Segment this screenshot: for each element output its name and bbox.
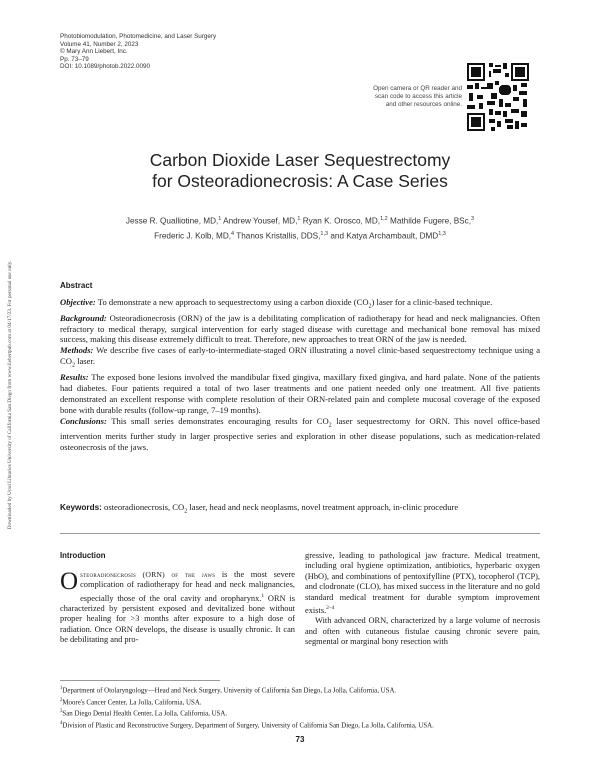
keywords-text: laser, head and neck neoplasms, novel treatment approach, in-clinic procedure: [189, 502, 459, 512]
author: Andrew Yousef, MD,: [223, 216, 298, 226]
abstract-objective: [60, 297, 540, 313]
section-label: Methods:: [60, 345, 94, 356]
abstract-text: laser.: [77, 356, 96, 367]
paragraph: With advanced ORN, characterized by a large volume of necrosis and often with cutaneous fistulae causing chronic severe pain, segmental or marginal bony resection with: [305, 616, 540, 647]
journal-pages: Pp. 73–79: [60, 55, 89, 63]
affiliations: [60, 684, 540, 731]
body-text: gressive, leading to pathological jaw fracture. Medical treatment, including oral hygiene optimization, antibiotics, hyperbaric oxygen (HbO), and combinations of pentoxifylline (PTX), tocopherol (TCP), and clodronate (CLO), has mixed success in the literature and no gold standard medical treatment for durable symptom improvement exists.: [305, 551, 540, 615]
footnote-divider: [60, 680, 220, 681]
subscript: 2: [328, 422, 332, 429]
abstract-text: laser sequestrectomy for ORN. This novel office-based intervention merits further study in larger prospective series and exploration in other disease populations, such as medication-related osteonecrosis of the jaws.: [60, 415, 540, 453]
abstract-text: The exposed bone lesions involved the mandibular fixed gingiva, maxillary fixed gingiva, and hard palate. None of the patients had diabetes. Four patients required a total of two laser treatments and one patient needed only one treatment. All five patients demonstrated an excellent response with complete resolution of their ORN-related pain and complete mucosal coverage of the exposed bone with durable results (follow-up range, 7–19 months).: [60, 371, 541, 415]
abstract-conclusions: [60, 416, 540, 453]
author: Mathilde Fugere, BSc,: [390, 216, 472, 226]
section-label: Background:: [60, 312, 107, 323]
page-number: 73: [295, 735, 305, 744]
title-line: for Osteoradionecrosis: A Case Series: [152, 171, 448, 191]
author-line: [70, 228, 530, 243]
affiliation-marker: 1,3: [320, 230, 329, 237]
affiliation: [60, 684, 540, 696]
qr-caption: [330, 85, 462, 109]
keywords-text: osteoradionecrosis, CO: [104, 502, 185, 512]
section-label: Objective:: [60, 297, 96, 307]
intro-text-continued: [305, 551, 540, 647]
lead-in: steoradionecrosis (ORN) of the jaws: [80, 570, 216, 579]
affiliation-marker: 4: [231, 230, 235, 237]
paragraph: [305, 551, 540, 616]
author: Thanos Kristallis, DDS,: [236, 231, 321, 241]
column-left: [60, 551, 295, 646]
body-text: is the most severe complication of radiotherapy for head and neck malignancies, especially those of the oral cavity and oropharynx.: [80, 570, 295, 603]
affiliation: [60, 696, 540, 708]
abstract-body: [60, 297, 540, 453]
citation[interactable]: 1: [261, 592, 265, 599]
affiliation-marker: 4: [60, 721, 63, 727]
section-label: Results:: [60, 371, 89, 382]
keywords: [60, 502, 540, 518]
affiliation-marker: 1,2: [380, 216, 388, 222]
author-conjunction: and: [330, 231, 345, 241]
journal-copyright: © Mary Ann Liebert, Inc.: [60, 48, 128, 56]
affiliation-marker: 1: [60, 686, 63, 691]
section-divider: [60, 533, 540, 534]
author: Katya Archambault, DMD: [346, 231, 439, 241]
affiliation-text: Department of Otolaryngology—Head and Neck Surgery, University of California San Diego, La Jolla, California, USA.: [62, 687, 397, 695]
intro-text: [60, 570, 295, 646]
affiliation-marker: 3: [471, 216, 475, 222]
body-text: ORN is characterized by persistent exposed and devitalized bone without proper healing for >3 months after exposure to a high dose of radiation. Once ORN develops, the disease is usually chronic. It can be debilitating and pro-: [60, 593, 295, 645]
section-label: Conclusions:: [60, 415, 107, 426]
subscript: 2: [71, 362, 75, 369]
download-notice: Downloaded by Ucsd Libraries University of California San Diego from www.liebertpub.com at 04/17/23. For personal use only.: [7, 260, 13, 530]
author: Frederic J. Kolb, MD,: [154, 231, 232, 241]
abstract-background: [60, 313, 540, 346]
qr-caption-line: scan code to access this article: [374, 93, 462, 100]
affiliation-marker: 1: [297, 216, 301, 222]
column-right: [305, 551, 540, 647]
intro-heading: Introduction: [60, 551, 106, 560]
abstract-text: Osteoradionecrosis (ORN) of the jaw is a debilitating complication of radiotherapy for head and neck malignancies. Often refractory to medical therapy, surgical intervention for early staged disease with curettage and mechanical bone removal has mixed success, making this disease extremely difficult to treat. Therefore, new approaches to treat ORN of the jaw is needed.: [60, 312, 540, 345]
paragraph: [60, 570, 295, 646]
abstract-text: This small series demonstrates encouraging results for CO: [111, 415, 329, 426]
affiliation-marker: 1: [218, 216, 222, 222]
abstract-text: We describe five cases of early-to-intermediate-staged ORN illustrating a novel clinic-based sequestrectomy technique using a CO: [60, 345, 541, 367]
affiliation-marker: 1,3: [438, 230, 446, 237]
affiliation-text: Moore's Cancer Center, La Jolla, California, USA.: [62, 699, 202, 706]
author: Ryan K. Orosco, MD,: [302, 216, 381, 226]
affiliation: [60, 707, 540, 719]
journal-name: Photobiomodulation, Photomedicine, and Laser Surgery: [60, 33, 217, 40]
author-list: [70, 213, 530, 242]
journal-doi[interactable]: DOI: 10.1089/photob.2022.0090: [60, 63, 150, 71]
affiliation-text: San Diego Dental Health Center, La Jolla, California, USA.: [62, 710, 228, 718]
affiliation: [60, 719, 540, 731]
journal-volume: Volume 41, Number 2, 2023: [60, 40, 139, 48]
keywords-label: Keywords:: [60, 503, 102, 512]
drop-cap: O: [60, 568, 79, 595]
subscript: 2: [184, 508, 188, 515]
abstract-results: [60, 372, 540, 416]
citation[interactable]: 2–4: [326, 605, 335, 612]
abstract-heading: Abstract: [60, 281, 93, 290]
abstract-text: To demonstrate a new approach to sequestrectomy using a carbon dioxide (CO: [97, 297, 369, 307]
qr-caption-line: Open camera or QR reader and: [373, 85, 462, 92]
affiliation-marker: 3: [60, 709, 63, 715]
author: Jesse R. Qualliotine, MD,: [125, 216, 219, 226]
journal-info: [60, 33, 216, 71]
subscript: 2: [368, 303, 372, 310]
author-line: [70, 213, 530, 228]
qr-code-icon[interactable]: [467, 63, 529, 131]
abstract-methods: [60, 345, 540, 372]
affiliation-text: Division of Plastic and Reconstructive Surgery, Department of Surgery, University of California San Diego, La Jolla, California, USA.: [62, 722, 434, 730]
affiliation-marker: 2: [60, 697, 63, 703]
article-title: [60, 150, 540, 192]
abstract-text: ) laser for a clinic-based technique.: [371, 297, 493, 307]
qr-caption-line: and other resources online.: [385, 101, 462, 108]
title-line: Carbon Dioxide Laser Sequestrectomy: [149, 150, 451, 170]
